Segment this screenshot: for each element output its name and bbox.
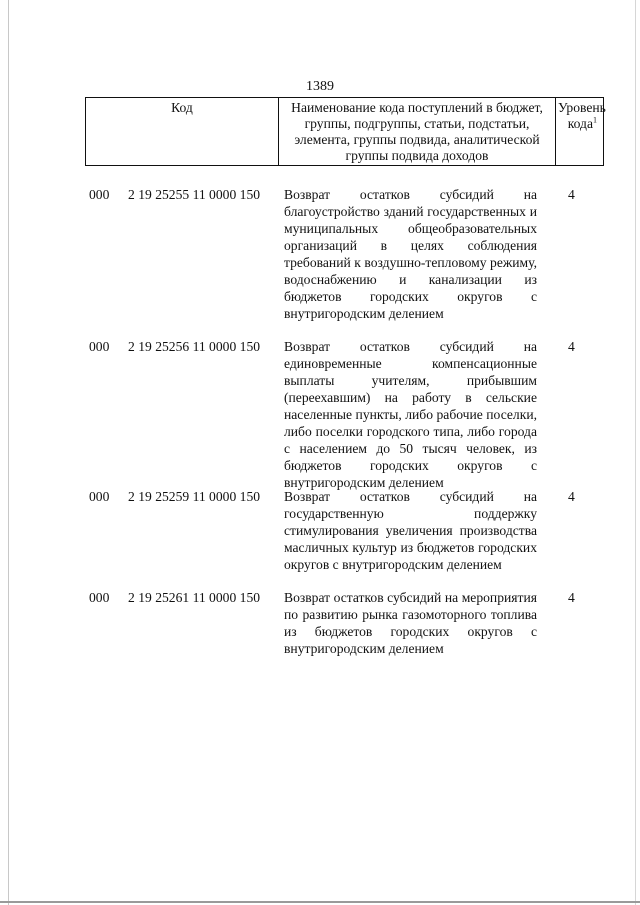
revenue-code: 2 19 25255 11 0000 150 [128,187,261,202]
header-code-label: Код [171,100,193,115]
code-level: 4 [568,187,575,202]
revenue-description: Возврат остатков субсидий на единовременные компенсационные выплаты учителям, прибывшим (переехавшим) на работу в сельские населенные пункты, либо рабочие поселки, либо поселки городского типа, либо города с населением до 50 тысяч человек, из бюджетов городских округов с внутригородским делением [284,339,537,490]
table-header [85,97,604,166]
admin-code: 000 [89,339,110,354]
admin-code: 000 [89,590,110,605]
page-number: 1389 [306,79,334,94]
revenue-code: 2 19 25261 11 0000 150 [128,590,261,605]
revenue-code: 2 19 25259 11 0000 150 [128,489,261,504]
code-level: 4 [568,339,575,354]
footnote-marker: 1 [593,115,597,125]
revenue-description: Возврат остатков субсидий на благоустройство зданий государственных и муниципальных общеобразовательных организаций в целях соблюдения требований к воздушно-тепловому режиму, водоснабжению и канализации из бюджетов городских округов с внутригородским делением [284,187,537,321]
header-name-label: Наименование кода поступлений в бюджет, группы, подгруппы, статьи, подстатьи, элемента, группы подвида, аналитической группы подвида доходов [291,100,543,163]
admin-code: 000 [89,187,110,202]
code-level: 4 [568,590,575,605]
revenue-code: 2 19 25256 11 0000 150 [128,339,261,354]
admin-code: 000 [89,489,110,504]
code-level: 4 [568,489,575,504]
scan-border-bottom [0,901,640,903]
header-level-label-line2: кода [567,116,593,131]
header-code-cell [86,98,279,166]
scan-border-left [8,0,9,905]
header-level-label: Уровень [558,100,606,115]
revenue-description: Возврат остатков субсидий на мероприятия по развитию рынка газомоторного топлива из бюджетов городских округов с внутригородским делением [284,590,537,656]
header-name-cell [279,98,556,166]
revenue-description: Возврат остатков субсидий на государственную поддержку стимулирования увеличения производства масличных культур из бюджетов городских округов с внутригородским делением [284,489,537,572]
scan-border-right [635,0,636,905]
header-level-cell [556,98,604,166]
